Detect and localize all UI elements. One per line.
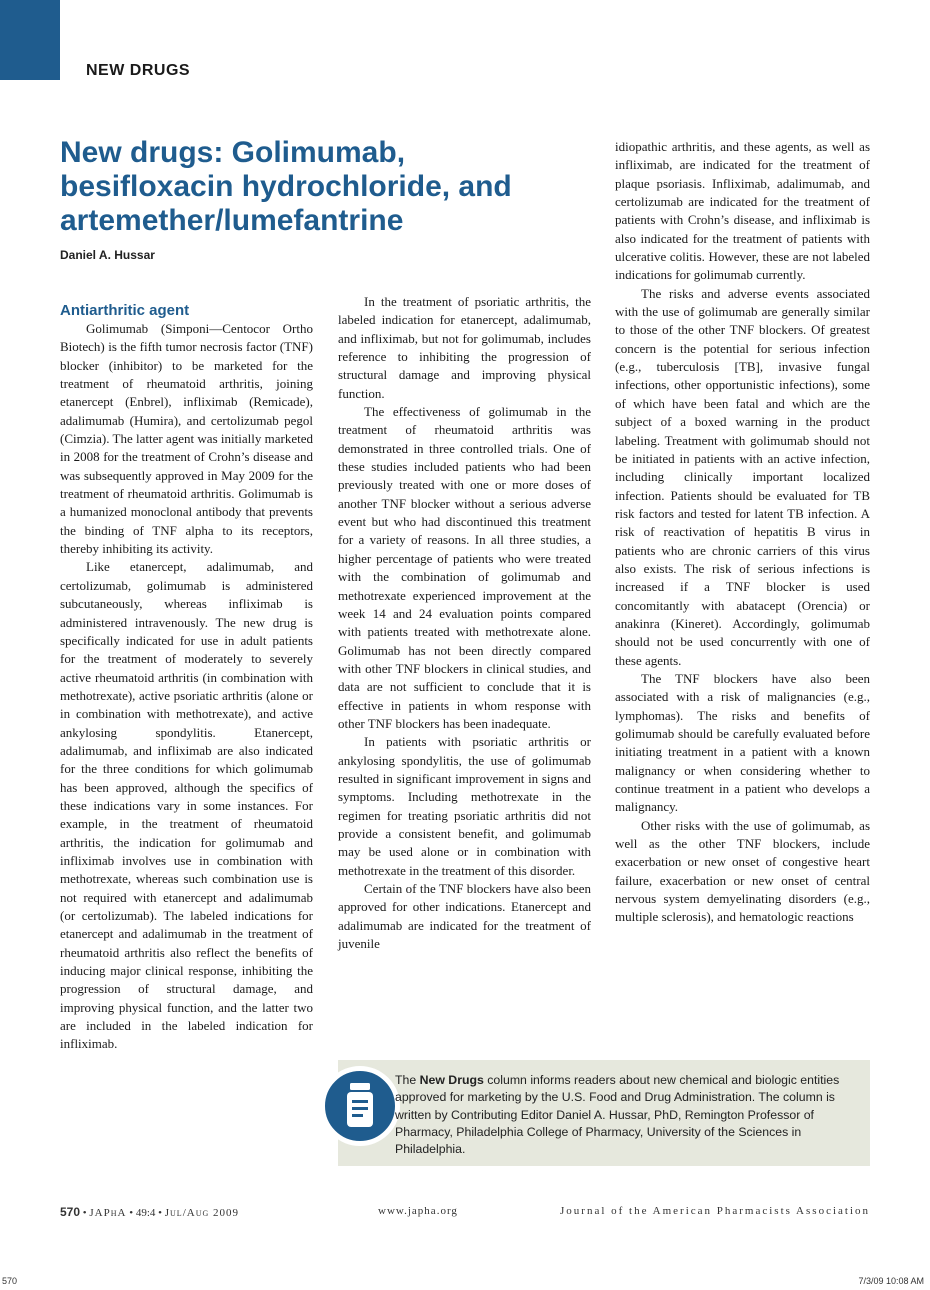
print-slug-page: 570	[2, 1276, 18, 1286]
paragraph: The effectiveness of golimumab in the treatment of rheumatoid arthritis was demonstrated in three controlled trials. One of these studies included patients who had been previously treated with one or more doses of another TNF blocker without a serious adverse event but who had discontinued this treatment for a variety of reasons. In all three studies, a higher percentage of patients who were treated with the combination of golimumab and methotrexate experienced improvement at the week 14 and 24 evaluation points compared with patients treated with methotrexate alone. Golimumab has not been directly compared with other TNF blockers in clinical studies, and data are not sufficient to conclude that it is effective in patients in whom response with other TNF blockers has been inadequate.	[338, 404, 591, 731]
paragraph: In patients with psoriatic arthritis or ankylosing spondylitis, the use of golimumab resulted in significant improvement in signs and symptoms. Including methotrexate in the regimen for treating psoriatic arthritis did not provide a consistent benefit, and golimumab may be used alone or in combination with methotrexate in the treatment of this disorder.	[338, 734, 591, 878]
column-3	[615, 138, 870, 927]
paragraph: Certain of the TNF blockers have also been approved for other indications. Etanercept and adalimumab are indicated for the treatment of juvenile	[338, 881, 591, 952]
paragraph: Like etanercept, adalimumab, and certolizumab, golimumab is administered subcutaneously, whereas infliximab is administered intravenously. The new drug is specifically indicated for use in adult patients for the treatment of moderately to severely active rheumatoid arthritis (in combination with methotrexate), active psoriatic arthritis (alone or in combination with methotrexate), and active ankylosing spondylitis. Etanercept, adalimumab, and infliximab are also indicated for the three conditions for which golimumab has been approved, although the specifics of these indications vary in some instances. For example, in the treatment of rheumatoid arthritis, the indication for golimumab and infliximab involves use in combination with methotrexate, whereas such combination use is not required with etanercept and adalimumab (or certolizumab). The labeled indications for etanercept and adalimumab in the treatment of rheumatoid arthritis also reflect the benefits of inducing major clinical response, inhibiting the progression of structural damage, and improving physical function, and the latter two are included in the labeled indication for infliximab.	[60, 559, 313, 1052]
info-box-bold: New Drugs	[419, 1073, 484, 1087]
issue: 49:4	[135, 1207, 156, 1219]
paragraph: The risks and adverse events associated with the use of golimumab are generally similar to those of the other TNF blockers. Of greatest concern is the potential for serious infection (e.g., tuberculosis [TB], invasive fungal infections, other opportunistic infections), some of which have been fatal and which are the subject of a boxed warning in the product labeling. Treatment with golimumab should not be initiated in patients with an active infection, including clinically important localized infection. Patients should be evaluated for TB risk factors and tested for latent TB infection. A risk of reactivation of hepatitis B virus in patients who are chronic carriers of this virus also exists. The risk of serious infections is increased if a TNF blocker is used concomitantly with abatacept (Orencia) or anakinra (Kineret). Accordingly, golimumab should not be used concurrently with one of these agents.	[615, 285, 870, 668]
page-number: 570	[60, 1205, 81, 1219]
page-footer	[60, 1205, 870, 1221]
journal-url: www.japha.org	[378, 1205, 458, 1217]
column-1	[60, 302, 313, 1054]
column-2	[338, 293, 591, 953]
paragraph: Other risks with the use of golimumab, as well as the other TNF blockers, include exacerbation or new onset of congestive heart failure, exacerbation or new onset of central nervous system demyelinating disorders (e.g., multiple sclerosis), and hematologic reactions	[615, 817, 870, 925]
print-slug-timestamp: 7/3/09 10:08 AM	[858, 1276, 924, 1286]
issue-date: Jul/Aug 2009	[164, 1207, 239, 1219]
article-author: Daniel A. Hussar	[60, 248, 155, 262]
journal-abbrev: JAPhA	[89, 1207, 127, 1219]
paragraph: In the treatment of psoriatic arthritis, the labeled indication for etanercept, adalimumab, and infliximab, but not for golimumab, includes reference to inhibiting the progression of structural damage and improving physical function.	[338, 294, 591, 401]
paragraph: Golimumab (Simponi—Centocor Ortho Biotech) is the fifth tumor necrosis factor (TNF) blocker (inhibitor) to be marketed for the treatment of rheumatoid arthritis, joining etanercept (Enbrel), infliximab (Remicade), adalimumab (Humira), and certolizumab pegol (Cimzia). The latter agent was initially marketed in 2008 for the treatment of Crohn’s disease and was subsequently approved in May 2009 for the treatment of rheumatoid arthritis. Golimumab is a humanized monoclonal antibody that prevents the binding of TNF alpha to its receptors, thereby inhibiting its activity.	[60, 321, 313, 557]
paragraph: The TNF blockers have also been associated with a risk of malignancies (e.g., lymphomas). The risks and benefits of golimumab should be carefully evaluated before initiating treatment in a patient with a known malignancy or when considering whether to continue treatment in a patient who develops a malignancy.	[615, 670, 870, 815]
info-box-text: The New Drugs column informs readers about new chemical and biologic entities approved for marketing by the U.S. Food and Drug Administration. The column is written by Contributing Editor Daniel A. Hussar, PhD, Remington Professor of Pharmacy, Philadelphia College of Pharmacy, University of the Sciences in Philadelphia.	[395, 1073, 840, 1157]
journal-name: Journal of the American Pharmacists Association	[560, 1205, 870, 1217]
section-heading: Antiarthritic agent	[60, 302, 190, 319]
section-label: NEW DRUGS	[86, 62, 191, 79]
corner-color-block	[0, 0, 60, 80]
pill-bottle-icon	[320, 1066, 400, 1146]
paragraph: idiopathic arthritis, and these agents, as well as infliximab, are indicated for the treatment of plaque psoriasis. Infliximab, adalimumab, and certolizumab are indicated for the treatment of patients with Crohn’s disease, and infliximab is also indicated for the treatment of patients with ulcerative colitis. However, these are not labeled indications for golimumab currently.	[615, 139, 870, 283]
footer-citation: 570 • JAPhA • 49:4 • Jul/Aug 2009	[60, 1205, 239, 1219]
article-title: New drugs: Golimumab, besifloxacin hydrochloride, and artemether/lumefantrine	[60, 136, 512, 237]
